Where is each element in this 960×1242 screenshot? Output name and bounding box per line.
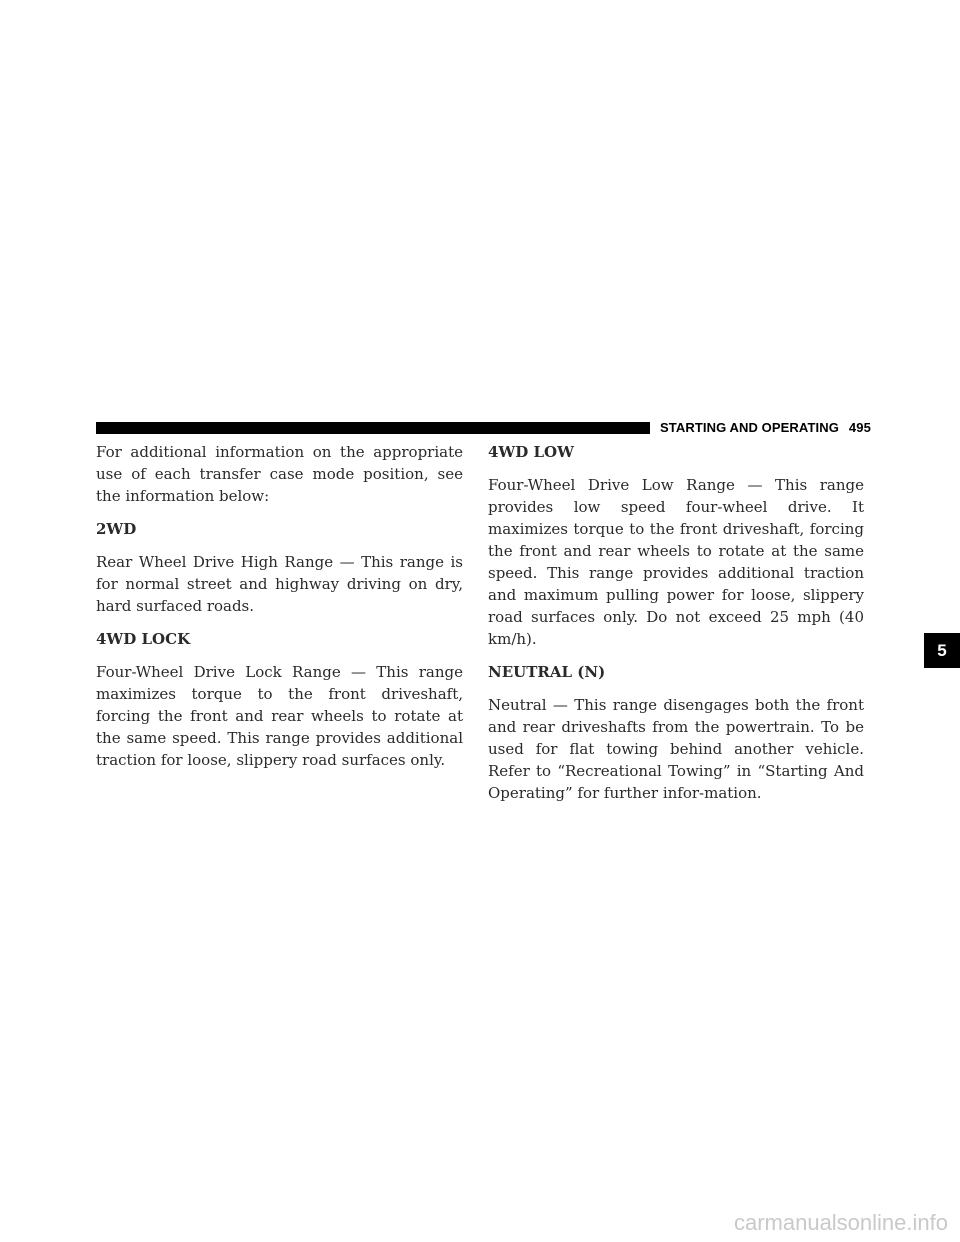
- left-column: [96, 441, 463, 782]
- section-title: STARTING AND OPERATING: [660, 420, 839, 435]
- header-rule: [96, 422, 650, 434]
- paragraph-neutral: Neutral — This range disengages both the front and rear driveshafts from the powertrain. To be used for flat towing behind another vehicle. Refer to “Recreational Towing” in “Starting And Operating” for further infor-mation.: [488, 696, 864, 802]
- heading-4wd-low: 4WD LOW: [488, 443, 574, 461]
- heading-4wd-lock: 4WD LOCK: [96, 630, 191, 648]
- heading-2wd: 2WD: [96, 520, 137, 538]
- paragraph-4wd-lock: Four-Wheel Drive Lock Range — This range maximizes torque to the front driveshaft, forcing the front and rear wheels to rotate at the same speed. This range provides additional traction for loose, slippery road surfaces only.: [96, 663, 463, 769]
- running-header: [660, 418, 871, 438]
- intro-paragraph: For additional information on the appropriate use of each transfer case mode position, see the information below:: [96, 443, 463, 505]
- heading-neutral: NEUTRAL (N): [488, 663, 606, 681]
- right-column: [488, 441, 864, 815]
- page-number: 495: [848, 420, 871, 435]
- chapter-tab: 5: [924, 633, 960, 668]
- paragraph-4wd-low: Four-Wheel Drive Low Range — This range provides low speed four-wheel drive. It maximizes torque to the front driveshaft, forcing the front and rear wheels to rotate at the same speed. This range provides additional traction and maximum pulling power for loose, slippery road surfaces only. Do not exceed 25 mph (40 km/h).: [488, 476, 864, 648]
- watermark: carmanualsonline.info: [733, 1210, 948, 1235]
- paragraph-2wd: Rear Wheel Drive High Range — This range is for normal street and highway driving on dry, hard surfaced roads.: [96, 553, 463, 615]
